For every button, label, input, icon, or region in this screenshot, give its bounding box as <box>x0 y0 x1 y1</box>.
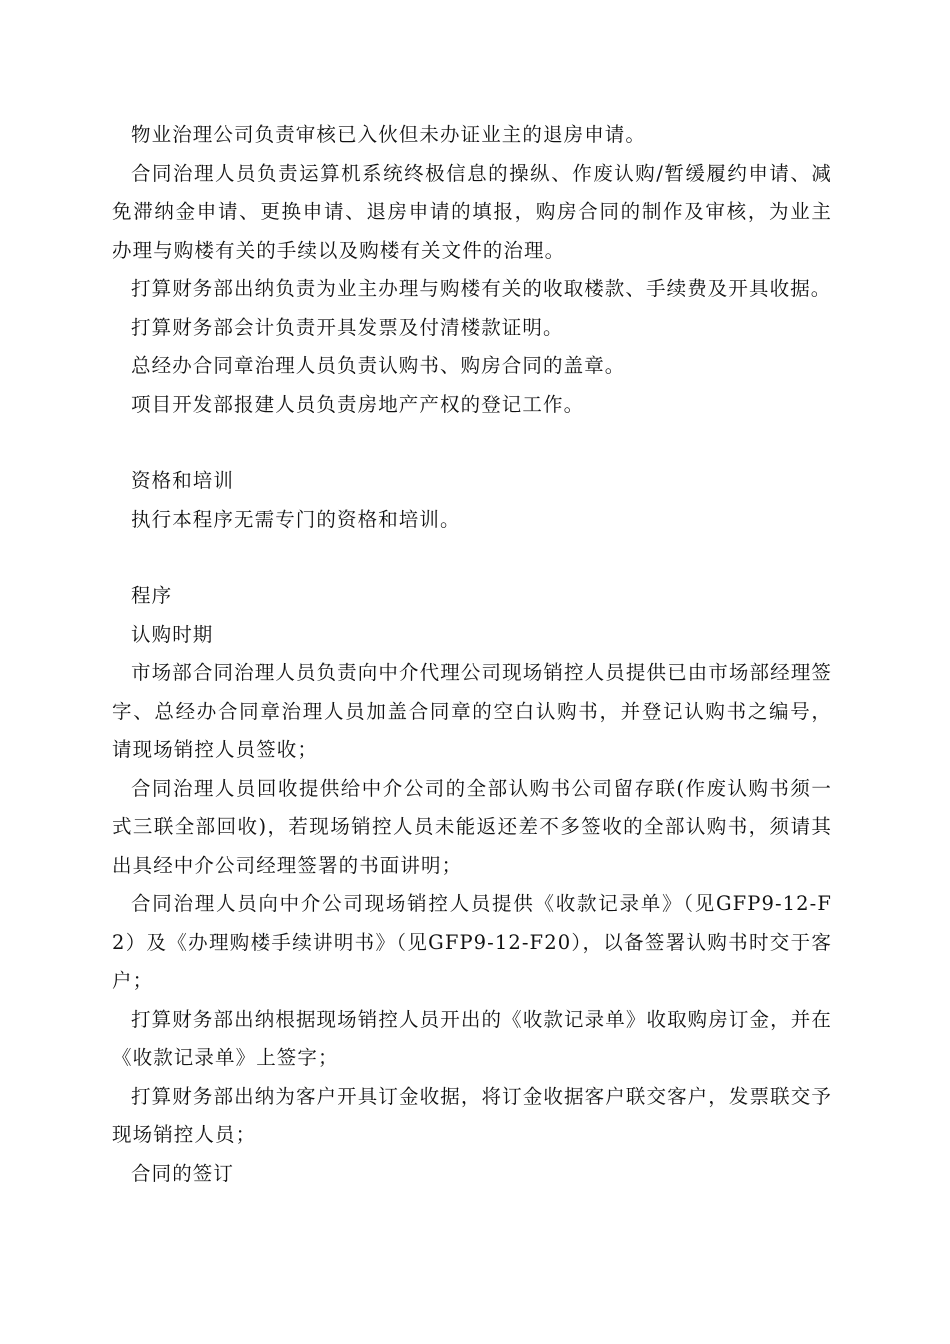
blank-line <box>112 424 832 462</box>
paragraph-registration-duties: 项目开发部报建人员负责房地产产权的登记工作。 <box>131 392 585 416</box>
blank-line <box>112 539 832 577</box>
paragraph-blank-subscription: 市场部合同治理人员负责向中介代理公司现场销控人员提供已由市场部经理签字、总经办合同章治理人员加盖合同章的空白认购书，并登记认购书之编号，请现场销控人员签收； <box>112 661 832 761</box>
paragraph-deposit-receipt: 打算财务部出纳为客户开具订金收据，将订金收据客户联交客户，发票联交予现场销控人员； <box>112 1084 832 1146</box>
section-heading-qualification: 资格和培训 <box>131 469 235 492</box>
paragraph-contract-staff-duties: 合同治理人员负责运算机系统终极信息的操纵、作废认购/暂缓履约申请、减免滞纳金申请、更换申请、退房申请的填报，购房合同的制作及审核，为业主办理与购楼有关的手续以及购楼有关文件的治理。 <box>112 161 832 262</box>
paragraph-collect-deposit: 打算财务部出纳根据现场销控人员开出的《收款记录单》收取购房订金，并在《收款记录单》上签字； <box>112 1007 832 1069</box>
subheading-subscription-period: 认购时期 <box>131 622 214 646</box>
paragraph-qualification: 执行本程序无需专门的资格和培训。 <box>131 507 461 531</box>
paragraph-accountant-duties: 打算财务部会计负责开具发票及付清楼款证明。 <box>131 315 564 339</box>
paragraph-recover-subscription: 合同治理人员回收提供给中介公司的全部认购书公司留存联(作废认购书须一式三联全部回收)，若现场销控人员未能返还差不多签收的全部认购书，须请其出具经中介公司经理签署的书面讲明； <box>112 776 832 877</box>
paragraph-cashier-duties: 打算财务部出纳负责为业主办理与购楼有关的收取楼款、手续费及开具收据。 <box>131 277 832 300</box>
paragraph-payment-record: 合同治理人员向中介公司现场销控人员提供《收款记录单》（见GFP9-12-F2）及《办理购楼手续讲明书》（见GFP9-12-F20），以备签署认购书时交于客户； <box>112 892 832 992</box>
section-heading-procedure: 程序 <box>131 584 173 607</box>
subheading-contract-signing: 合同的签订 <box>131 1161 235 1185</box>
document-body <box>112 116 832 1193</box>
paragraph-property-review: 物业治理公司负责审核已入伙但未办证业主的退房申请。 <box>131 123 647 146</box>
paragraph-seal-duties: 总经办合同章治理人员负责认购书、购房合同的盖章。 <box>131 354 626 377</box>
